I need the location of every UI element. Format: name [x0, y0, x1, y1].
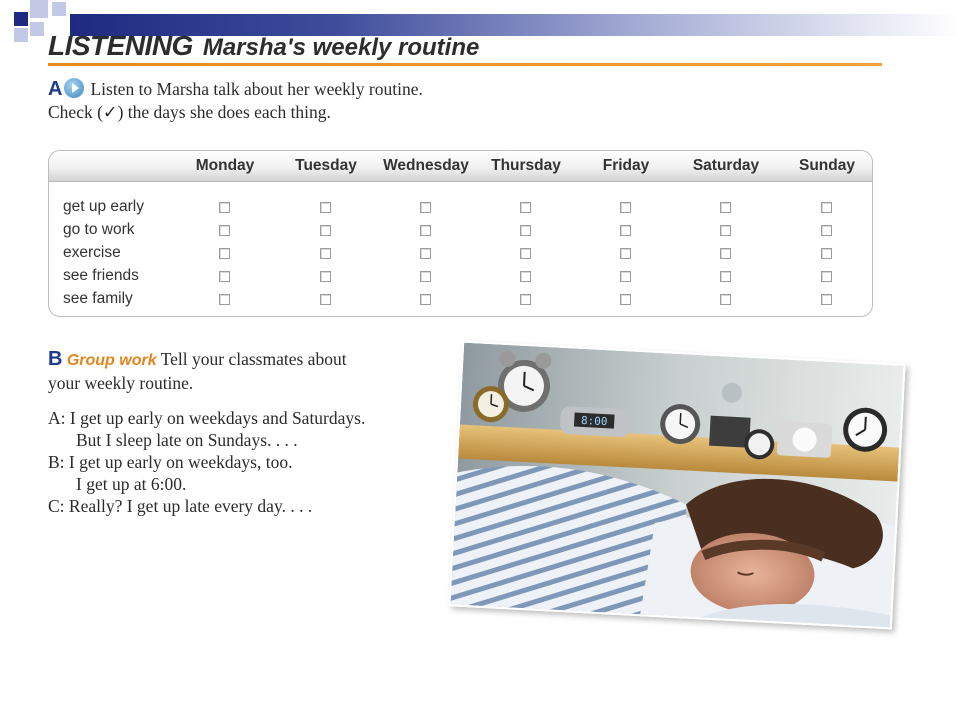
- checkbox-thursday[interactable]: [520, 271, 531, 282]
- digital-clock-icon: [560, 406, 631, 438]
- checkbox-wednesday[interactable]: [420, 294, 431, 305]
- checkbox-sunday[interactable]: [821, 294, 832, 305]
- deco-square: [14, 28, 28, 42]
- title-rule: [48, 63, 882, 66]
- deco-square: [30, 22, 44, 36]
- dialog-line: But I sleep late on Sundays. . . .: [76, 430, 298, 450]
- dialog-line: A: I get up early on weekdays and Saturdays.: [48, 408, 366, 428]
- checkbox-monday[interactable]: [219, 294, 230, 305]
- title-main: LISTENING: [48, 30, 193, 61]
- activity-label: see friends: [63, 267, 139, 284]
- routine-table: [48, 150, 873, 317]
- page-title: [48, 30, 888, 62]
- checkbox-monday[interactable]: [219, 202, 230, 213]
- checkbox-friday[interactable]: [620, 225, 631, 236]
- day-header-wednesday: Wednesday: [383, 157, 469, 174]
- section-b-letter: B: [48, 348, 63, 370]
- checkbox-sunday[interactable]: [821, 225, 832, 236]
- day-header-saturday: Saturday: [692, 157, 760, 174]
- checkbox-monday[interactable]: [219, 225, 230, 236]
- checkbox-thursday[interactable]: [520, 225, 531, 236]
- checkbox-monday[interactable]: [219, 248, 230, 259]
- checkbox-tuesday[interactable]: [320, 202, 331, 213]
- checkbox-wednesday[interactable]: [420, 202, 431, 213]
- checkbox-friday[interactable]: [620, 202, 631, 213]
- checkbox-tuesday[interactable]: [320, 225, 331, 236]
- section-b: [48, 348, 347, 395]
- checkbox-tuesday[interactable]: [320, 294, 331, 305]
- activity-label: see family: [63, 290, 133, 307]
- checkbox-saturday[interactable]: [720, 248, 731, 259]
- activity-label: go to work: [63, 221, 135, 238]
- dialog-line: C: Really? I get up late every day. . . .: [48, 496, 313, 516]
- photo-illustration: [450, 343, 903, 628]
- checkbox-saturday[interactable]: [720, 271, 731, 282]
- day-header-sunday: Sunday: [799, 157, 855, 174]
- checkbox-thursday[interactable]: [520, 248, 531, 259]
- title-sub: Marsha's weekly routine: [202, 34, 480, 61]
- table-header: [49, 151, 872, 182]
- deco-square: [14, 12, 28, 26]
- checkbox-friday[interactable]: [620, 248, 631, 259]
- section-a: [48, 78, 423, 124]
- checkbox-thursday[interactable]: [520, 294, 531, 305]
- dialog-line: I get up at 6:00.: [76, 474, 187, 494]
- day-header-thursday: Thursday: [491, 157, 561, 174]
- checkbox-saturday[interactable]: [720, 294, 731, 305]
- checkbox-thursday[interactable]: [520, 202, 531, 213]
- checkbox-tuesday[interactable]: [320, 271, 331, 282]
- checkbox-wednesday[interactable]: [420, 248, 431, 259]
- checkbox-monday[interactable]: [219, 271, 230, 282]
- deco-square: [30, 0, 48, 18]
- activity-label: exercise: [63, 244, 121, 261]
- alarm-clock-icon: [777, 421, 833, 458]
- clock-display: 8:00: [580, 413, 608, 429]
- checkbox-sunday[interactable]: [821, 202, 832, 213]
- dialog-line: B: I get up early on weekdays, too.: [48, 452, 293, 472]
- checkbox-friday[interactable]: [620, 271, 631, 282]
- dialog: [48, 407, 365, 517]
- checkbox-saturday[interactable]: [720, 225, 731, 236]
- checkbox-wednesday[interactable]: [420, 225, 431, 236]
- checkbox-tuesday[interactable]: [320, 248, 331, 259]
- day-header-friday: Friday: [602, 157, 650, 174]
- day-header-monday: Monday: [195, 157, 255, 174]
- deco-square: [52, 2, 66, 16]
- checkbox-wednesday[interactable]: [420, 271, 431, 282]
- section-a-line1: Listen to Marsha talk about her weekly routine.: [90, 79, 423, 99]
- photo-sleeping-girl: [448, 341, 905, 630]
- checkbox-sunday[interactable]: [821, 271, 832, 282]
- day-header-tuesday: Tuesday: [295, 157, 357, 174]
- section-a-letter: A: [48, 78, 63, 100]
- checkbox-sunday[interactable]: [821, 248, 832, 259]
- activity-label: get up early: [63, 198, 144, 215]
- checkbox-saturday[interactable]: [720, 202, 731, 213]
- section-b-line2: your weekly routine.: [48, 373, 194, 393]
- section-b-line1: Tell your classmates about: [160, 349, 347, 369]
- checkbox-friday[interactable]: [620, 294, 631, 305]
- play-audio-icon[interactable]: [64, 78, 84, 98]
- group-work-label: Group work: [66, 352, 157, 369]
- section-a-line2: Check (✓) the days she does each thing.: [48, 102, 331, 122]
